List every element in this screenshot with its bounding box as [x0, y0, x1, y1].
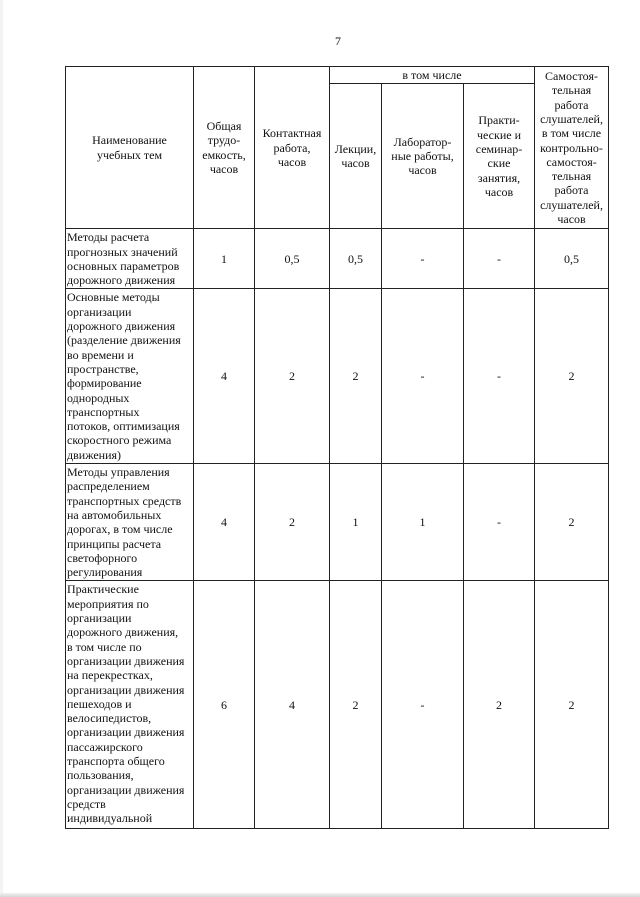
- header-independent-work: Самостоя- тельная работа слушателей, в том числе контрольно- самостоя- тельная работа слушателей, часов: [535, 67, 609, 229]
- lectures-cell: 2: [330, 289, 382, 464]
- header-lab-work: Лаборатор- ные работы, часов: [382, 84, 464, 229]
- header-practical: Практи- ческие и семинар- ские занятия, часов: [464, 84, 535, 229]
- practical-cell: -: [464, 229, 535, 289]
- contact-cell: 2: [255, 464, 330, 581]
- header-including: в том числе: [330, 67, 535, 84]
- table-row: [66, 289, 609, 464]
- table-row: [66, 581, 609, 829]
- lab-cell: -: [382, 229, 464, 289]
- table-row: [66, 229, 609, 289]
- header-lectures: Лекции, часов: [330, 84, 382, 229]
- topic-cell: Методы управления распределением транспортных средств на автомобильных дорогах, в том числе принципы расчета светофорного регулирования: [66, 464, 194, 581]
- independent-cell: 0,5: [535, 229, 609, 289]
- total-cell: 1: [194, 229, 255, 289]
- lab-cell: -: [382, 289, 464, 464]
- practical-cell: -: [464, 464, 535, 581]
- page-number: 7: [335, 34, 341, 48]
- header-row-1: [66, 67, 609, 84]
- contact-cell: 4: [255, 581, 330, 829]
- contact-cell: 2: [255, 289, 330, 464]
- header-topic: Наименование учебных тем: [66, 67, 194, 229]
- topic-cell: Методы расчета прогнозных значений основных параметров дорожного движения: [66, 229, 194, 289]
- lab-cell: 1: [382, 464, 464, 581]
- practical-cell: 2: [464, 581, 535, 829]
- topic-cell: Основные методы организации дорожного движения (разделение движения во времени и пространстве, формирование однородных транспортных потоков, оптимизация скоростного режима движения): [66, 289, 194, 464]
- independent-cell: 2: [535, 289, 609, 464]
- lectures-cell: 1: [330, 464, 382, 581]
- practical-cell: -: [464, 289, 535, 464]
- scan-edge-bottom: [0, 893, 640, 897]
- curriculum-table: [65, 66, 609, 829]
- lab-cell: -: [382, 581, 464, 829]
- independent-cell: 2: [535, 581, 609, 829]
- topic-cell: Практические мероприятия по организации дорожного движения, в том числе по организации движения на перекрестках, организации движения пешеходов и велосипедистов, организации движения пассажирского транспорта общего пользования, организации движения средств индивидуальной: [66, 581, 194, 829]
- total-cell: 6: [194, 581, 255, 829]
- total-cell: 4: [194, 464, 255, 581]
- total-cell: 4: [194, 289, 255, 464]
- header-contact-hours: Контактная работа, часов: [255, 67, 330, 229]
- table-row: [66, 464, 609, 581]
- contact-cell: 0,5: [255, 229, 330, 289]
- header-total-hours: Общая трудо- емкость, часов: [194, 67, 255, 229]
- lectures-cell: 0,5: [330, 229, 382, 289]
- scan-edge-left: [0, 0, 3, 897]
- independent-cell: 2: [535, 464, 609, 581]
- lectures-cell: 2: [330, 581, 382, 829]
